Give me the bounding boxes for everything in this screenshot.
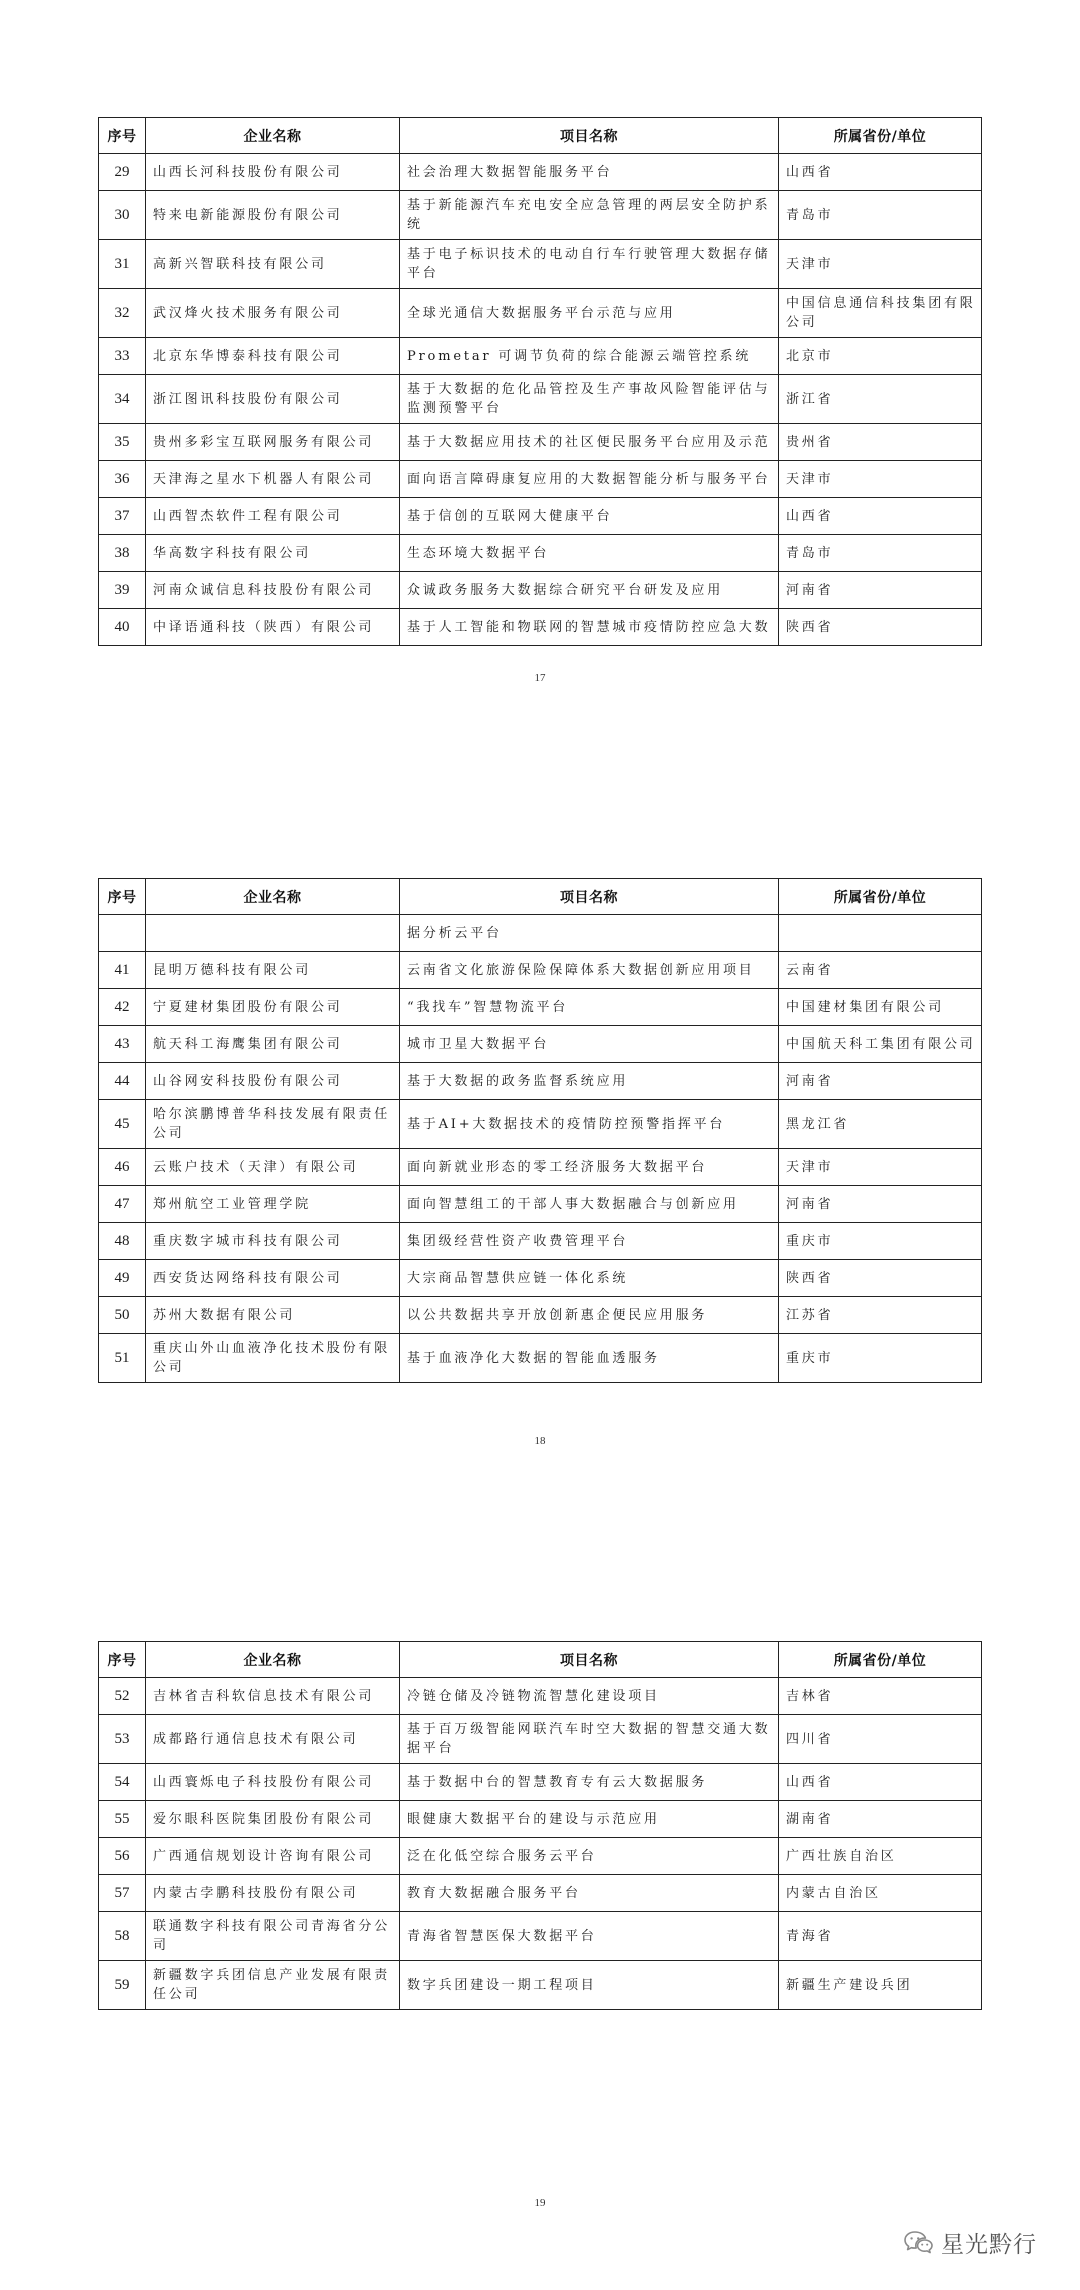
cell-region: 天津市 [779,240,982,289]
table-row [99,1875,982,1912]
table-row [99,1912,982,1961]
cell-company: 华高数字科技有限公司 [146,535,400,572]
table-row [99,1838,982,1875]
cell-company: 苏州大数据有限公司 [146,1297,400,1334]
cell-region: 天津市 [779,1149,982,1186]
cell-project: 基于人工智能和物联网的智慧城市疫情防控应急大数 [400,609,779,646]
cell-project: 眼健康大数据平台的建设与示范应用 [400,1801,779,1838]
table-row [99,289,982,338]
table-row [99,1063,982,1100]
cell-project: 大宗商品智慧供应链一体化系统 [400,1260,779,1297]
cell-company: 河南众诚信息科技股份有限公司 [146,572,400,609]
table-header-row [99,879,982,915]
cell-region: 中国建材集团有限公司 [779,989,982,1026]
cell-region: 山西省 [779,498,982,535]
cell-region: 中国航天科工集团有限公司 [779,1026,982,1063]
cell-company: 宁夏建材集团股份有限公司 [146,989,400,1026]
cell-company: 天津海之星水下机器人有限公司 [146,461,400,498]
table-row [99,375,982,424]
header-no: 序号 [99,879,146,915]
table-header-row [99,118,982,154]
cell-no: 52 [99,1678,146,1715]
cell-no: 38 [99,535,146,572]
page-number: 18 [534,1435,546,1447]
cell-region: 河南省 [779,1186,982,1223]
cell-no: 47 [99,1186,146,1223]
cell-project: 基于AI+大数据技术的疫情防控预警指挥平台 [400,1100,779,1149]
cell-region: 河南省 [779,572,982,609]
cell-region: 重庆市 [779,1334,982,1383]
cell-region: 山西省 [779,1764,982,1801]
cell-company: 内蒙古孛鹏科技股份有限公司 [146,1875,400,1912]
cell-project: 基于大数据的政务监督系统应用 [400,1063,779,1100]
enterprise-table [98,878,982,1383]
cell-company: 山西智杰软件工程有限公司 [146,498,400,535]
cell-project: 基于百万级智能网联汽车时空大数据的智慧交通大数据平台 [400,1715,779,1764]
cell-region: 广西壮族自治区 [779,1838,982,1875]
cell-company: 重庆山外山血液净化技术股份有限公司 [146,1334,400,1383]
header-region: 所属省份/单位 [779,879,982,915]
table-row [99,1961,982,2010]
cell-project: “我找车”智慧物流平台 [400,989,779,1026]
table-body [99,154,982,646]
cell-no: 35 [99,424,146,461]
cell-company: 郑州航空工业管理学院 [146,1186,400,1223]
cell-company: 新疆数字兵团信息产业发展有限责任公司 [146,1961,400,2010]
cell-no: 58 [99,1912,146,1961]
cell-project: 基于信创的互联网大健康平台 [400,498,779,535]
cell-company: 北京东华博泰科技有限公司 [146,338,400,375]
table-row [99,1260,982,1297]
watermark-text: 星光黔行 [941,2232,1037,2258]
cell-no [99,915,146,952]
table-row [99,1678,982,1715]
cell-no: 54 [99,1764,146,1801]
table-row [99,424,982,461]
cell-company: 中译语通科技（陕西）有限公司 [146,609,400,646]
table-row [99,1764,982,1801]
cell-company: 联通数字科技有限公司青海省分公司 [146,1912,400,1961]
table-row [99,915,982,952]
cell-region: 青海省 [779,1912,982,1961]
cell-region: 北京市 [779,338,982,375]
enterprise-table [98,117,982,646]
page-18-table-block [98,878,981,1383]
cell-region: 云南省 [779,952,982,989]
cell-project: 冷链仓储及冷链物流智慧化建设项目 [400,1678,779,1715]
cell-no: 56 [99,1838,146,1875]
cell-project: 全球光通信大数据服务平台示范与应用 [400,289,779,338]
header-company: 企业名称 [146,118,400,154]
cell-region: 重庆市 [779,1223,982,1260]
cell-company: 贵州多彩宝互联网服务有限公司 [146,424,400,461]
cell-no: 32 [99,289,146,338]
cell-region: 陕西省 [779,1260,982,1297]
cell-project: 基于数据中台的智慧教育专有云大数据服务 [400,1764,779,1801]
cell-company: 重庆数字城市科技有限公司 [146,1223,400,1260]
table-row [99,1223,982,1260]
table-row [99,191,982,240]
cell-region: 内蒙古自治区 [779,1875,982,1912]
cell-region: 天津市 [779,461,982,498]
table-header-row [99,1642,982,1678]
cell-company: 特来电新能源股份有限公司 [146,191,400,240]
table-row [99,989,982,1026]
cell-no: 39 [99,572,146,609]
header-region: 所属省份/单位 [779,1642,982,1678]
header-company: 企业名称 [146,879,400,915]
cell-company: 成都路行通信息技术有限公司 [146,1715,400,1764]
table-row [99,1715,982,1764]
cell-no: 59 [99,1961,146,2010]
table-row [99,240,982,289]
cell-no: 42 [99,989,146,1026]
table-row [99,1149,982,1186]
cell-project: 基于大数据应用技术的社区便民服务平台应用及示范 [400,424,779,461]
cell-project: 集团级经营性资产收费管理平台 [400,1223,779,1260]
cell-project: 基于血液净化大数据的智能血透服务 [400,1334,779,1383]
cell-project: 据分析云平台 [400,915,779,952]
table-row [99,498,982,535]
table-row [99,952,982,989]
cell-no: 57 [99,1875,146,1912]
cell-no: 46 [99,1149,146,1186]
cell-project: 基于大数据的危化品管控及生产事故风险智能评估与监测预警平台 [400,375,779,424]
page-19-table-block [98,1641,981,2010]
cell-region: 山西省 [779,154,982,191]
cell-company: 吉林省吉科软信息技术有限公司 [146,1678,400,1715]
table-row [99,1297,982,1334]
table-row [99,1026,982,1063]
wechat-icon [903,2229,935,2257]
cell-project: 面向智慧组工的干部人事大数据融合与创新应用 [400,1186,779,1223]
table-row [99,461,982,498]
cell-project: 社会治理大数据智能服务平台 [400,154,779,191]
cell-no: 43 [99,1026,146,1063]
cell-region: 新疆生产建设兵团 [779,1961,982,2010]
cell-no: 41 [99,952,146,989]
cell-project: 面向新就业形态的零工经济服务大数据平台 [400,1149,779,1186]
cell-region: 青岛市 [779,535,982,572]
table-row [99,572,982,609]
cell-company: 山西寰烁电子科技股份有限公司 [146,1764,400,1801]
cell-company: 航天科工海鹰集团有限公司 [146,1026,400,1063]
page-number: 17 [534,672,546,684]
enterprise-table [98,1641,982,2010]
cell-project: 云南省文化旅游保险保障体系大数据创新应用项目 [400,952,779,989]
cell-no: 29 [99,154,146,191]
cell-project: 基于电子标识技术的电动自行车行驶管理大数据存储平台 [400,240,779,289]
cell-region: 陕西省 [779,609,982,646]
cell-no: 31 [99,240,146,289]
header-no: 序号 [99,1642,146,1678]
table-row [99,609,982,646]
table-body [99,1678,982,2010]
cell-region: 江苏省 [779,1297,982,1334]
cell-region: 青岛市 [779,191,982,240]
cell-project: 数字兵团建设一期工程项目 [400,1961,779,2010]
table-row [99,1334,982,1383]
cell-company [146,915,400,952]
cell-region: 四川省 [779,1715,982,1764]
table-row [99,1801,982,1838]
table-row [99,1100,982,1149]
cell-region: 浙江省 [779,375,982,424]
watermark [903,2226,1037,2259]
cell-no: 50 [99,1297,146,1334]
page-17-table-block [98,117,981,646]
header-project: 项目名称 [400,118,779,154]
header-project: 项目名称 [400,1642,779,1678]
cell-company: 昆明万德科技有限公司 [146,952,400,989]
cell-project: 生态环境大数据平台 [400,535,779,572]
cell-project: 基于新能源汽车充电安全应急管理的两层安全防护系统 [400,191,779,240]
header-region: 所属省份/单位 [779,118,982,154]
cell-no: 53 [99,1715,146,1764]
cell-region: 吉林省 [779,1678,982,1715]
cell-no: 48 [99,1223,146,1260]
table-body [99,915,982,1383]
cell-no: 37 [99,498,146,535]
cell-region: 中国信息通信科技集团有限公司 [779,289,982,338]
cell-project: 青海省智慧医保大数据平台 [400,1912,779,1961]
cell-no: 36 [99,461,146,498]
cell-no: 55 [99,1801,146,1838]
cell-project: 众诚政务服务大数据综合研究平台研发及应用 [400,572,779,609]
cell-region: 湖南省 [779,1801,982,1838]
cell-no: 40 [99,609,146,646]
cell-no: 34 [99,375,146,424]
header-company: 企业名称 [146,1642,400,1678]
table-row [99,535,982,572]
cell-region [779,915,982,952]
cell-no: 45 [99,1100,146,1149]
cell-company: 山谷网安科技股份有限公司 [146,1063,400,1100]
table-row [99,1186,982,1223]
cell-company: 武汉烽火技术服务有限公司 [146,289,400,338]
cell-company: 哈尔滨鹏博普华科技发展有限责任公司 [146,1100,400,1149]
cell-project: 城市卫星大数据平台 [400,1026,779,1063]
cell-company: 浙江图讯科技股份有限公司 [146,375,400,424]
cell-no: 33 [99,338,146,375]
table-row [99,338,982,375]
page-number: 19 [534,2197,546,2209]
cell-company: 爱尔眼科医院集团股份有限公司 [146,1801,400,1838]
header-project: 项目名称 [400,879,779,915]
cell-company: 山西长河科技股份有限公司 [146,154,400,191]
cell-company: 西安货达网络科技有限公司 [146,1260,400,1297]
cell-no: 49 [99,1260,146,1297]
cell-company: 高新兴智联科技有限公司 [146,240,400,289]
cell-project: Prometar 可调节负荷的综合能源云端管控系统 [400,338,779,375]
cell-project: 面向语言障碍康复应用的大数据智能分析与服务平台 [400,461,779,498]
cell-no: 51 [99,1334,146,1383]
cell-region: 黑龙江省 [779,1100,982,1149]
header-no: 序号 [99,118,146,154]
cell-region: 河南省 [779,1063,982,1100]
table-row [99,154,982,191]
cell-no: 44 [99,1063,146,1100]
cell-project: 以公共数据共享开放创新惠企便民应用服务 [400,1297,779,1334]
cell-company: 云账户技术（天津）有限公司 [146,1149,400,1186]
cell-region: 贵州省 [779,424,982,461]
cell-no: 30 [99,191,146,240]
cell-company: 广西通信规划设计咨询有限公司 [146,1838,400,1875]
cell-project: 泛在化低空综合服务云平台 [400,1838,779,1875]
cell-project: 教育大数据融合服务平台 [400,1875,779,1912]
